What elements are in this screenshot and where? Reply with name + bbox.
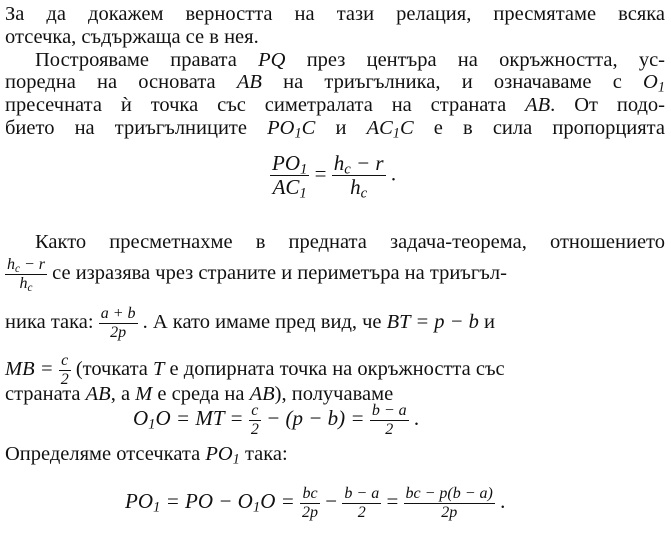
text-line-10: MB = $\frac{c}{2}$ (точката T е допирната точка на окръжността със (5, 352, 505, 388)
text-line-1: За да докажем верността на тази релация, пресмятаме всяка (5, 3, 665, 25)
text-line-9: ника така: $\frac{a + b}{2p}$ . А като имаме пред вид, че BT = p − b и (5, 305, 495, 341)
formula-po1: $PO_1$ = PO − $O_1O$ = $\frac{bc}{2p}$ − $\frac{b - a}{2}$ = $\frac{bc - p(b - a)}{2p}$ . (125, 485, 506, 521)
text-line-4: поредна на основата AB на триъгълника, и означаваме с $O_1$ (5, 71, 665, 96)
text-line-7: Както пресметнахме в предната задача-теорема, отношението (35, 231, 665, 253)
text-line-2: отсечка, съдържаща се в нея. (5, 26, 259, 48)
formula-proportion: $\frac{PO_1}{AC_1}$ = $\frac{h_c - r}{h_c}$ . (272, 151, 397, 202)
text-line-6: бието на триъгълниците $PO_1C$ и $AC_1C$ е в сила пропорцията (5, 117, 665, 142)
fraction-c-over-2: $\frac{c}{2}$ (60, 352, 69, 388)
text-line-8: $\frac{h_c - r}{h_c}$ се изразява чрез страните и периметъра на триъгъл- (7, 256, 507, 294)
text-line-11: страната AB, а M е среда на AB), получаваме (5, 383, 394, 405)
text-line-12: Определяме отсечката $PO_1$ така: (5, 443, 288, 468)
text-line-3: Построяваме правата PQ през центъра на окръжността, ус- (35, 49, 665, 71)
fraction-a-plus-b: $\frac{a + b}{2p}$ (100, 305, 136, 341)
fraction-hc-r: $\frac{h_c - r}{h_c}$ (7, 256, 45, 294)
formula-o1o: $O_1O$ = MT = $\frac{c}{2}$ − (p − b) = $\frac{b - a}{2}$ . (133, 402, 420, 438)
text-line-5: пресечната ѝ точка със симетралата на страната AB. От подо- (5, 94, 666, 116)
